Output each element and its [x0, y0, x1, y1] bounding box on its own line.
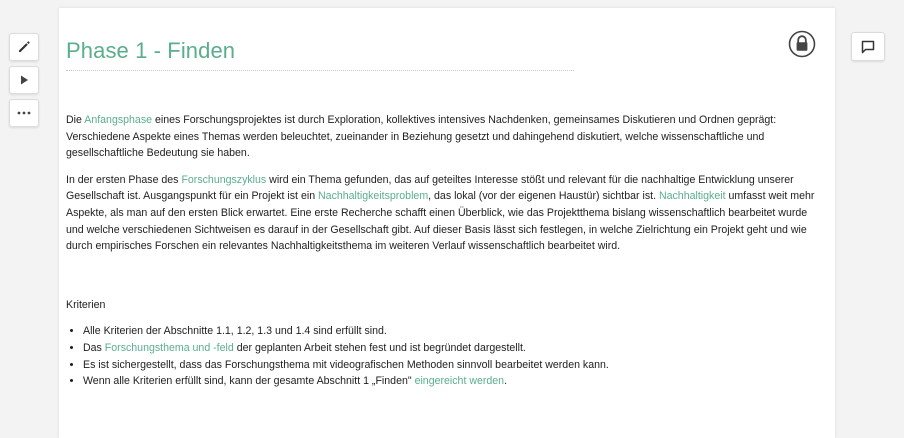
more-horizontal-icon: [17, 111, 31, 115]
page-content: [59, 8, 835, 438]
link-nachhaltigkeit[interactable]: Nachhaltigkeit: [658, 190, 726, 203]
text: Es ist sichergestellt, dass das Forschungsthema mit videografischen Methoden sinnvoll bearbeitet werden kann.: [83, 358, 609, 371]
list-item: [83, 340, 824, 357]
paragraph-intro: [66, 112, 824, 162]
text: wird ein Thema gefunden, das auf geteiltes Interesse stößt und relevant für die nachhaltige Entwicklung unserer Gesellschaft ist. Ausgangspunkt für ein Projekt ist ein: [66, 173, 794, 203]
paragraph-phase-one: [66, 172, 824, 255]
link-eingereicht-werden[interactable]: eingereicht werden: [414, 375, 505, 388]
link-forschungszyklus[interactable]: Forschungszyklus: [181, 173, 267, 186]
left-toolbar: [9, 33, 41, 132]
text: .: [504, 375, 508, 388]
text: , das lokal (vor der eigenen Haustür) sichtbar ist.: [428, 190, 659, 203]
list-item: [83, 323, 824, 340]
lock-icon: [787, 29, 817, 59]
link-nachhaltigkeitsproblem[interactable]: Nachhaltigkeitsproblem: [318, 190, 429, 203]
play-icon: [18, 74, 30, 86]
criteria-list: [66, 323, 824, 389]
text: In der ersten Phase des: [66, 173, 182, 186]
page-title: Phase 1 - Finden: [66, 38, 236, 63]
text: der geplanten Arbeit stehen fest und ist begründet dargestellt.: [233, 341, 526, 354]
text: eines Forschungsprojektes ist durch Exploration, kollektives intensives Nachdenken, gemeinsames Diskutieren und Ordnen geprägt: Verschiedene Aspekte eines Themas werden beleuchtet, zueinander in Beziehung gesetzt und dahingehend diskutiert, welche wissenschaftliche und gesellschaftliche Bedeutung sie haben.: [66, 114, 777, 160]
text: umfasst weit mehr Aspekte, als man auf den ersten Blick erwartet. Eine erste Recherche schafft einen Überblick, wie das Projektthema bislang wissenschaftlich bearbeitet wurde und welche verschiedenen Sichtweisen es darauf in der Gesellschaft gibt. Auf dieser Basis lässt sich festlegen, in welche Zielrichtung ein Projekt geht und wie durch empirisches Forschen ein relevantes Nachhaltigkeitsthema im weiteren Verlauf wissenschaftlich bearbeitet wird.: [66, 190, 815, 253]
comment-icon: [860, 39, 876, 55]
pencil-icon: [17, 40, 31, 54]
comment-button[interactable]: [851, 32, 885, 61]
edit-button[interactable]: [9, 33, 39, 61]
link-forschungsthema[interactable]: Forschungsthema und -feld: [104, 341, 234, 354]
title-divider: [66, 70, 574, 71]
text: Das: [83, 341, 105, 354]
criteria-heading: Kriterien: [66, 298, 106, 311]
text: Die: [66, 114, 85, 126]
link-anfangsphase[interactable]: Anfangsphase: [84, 114, 153, 126]
list-item: [83, 373, 824, 390]
text: Alle Kriterien der Abschnitte 1.1, 1.2, 1.3 und 1.4 sind erfüllt sind.: [83, 325, 387, 338]
spacer: [66, 265, 824, 297]
text: Wenn alle Kriterien erfüllt sind, kann der gesamte Abschnitt 1 „Finden": [83, 375, 415, 388]
content-body: [66, 112, 824, 390]
lock-button[interactable]: [787, 29, 817, 59]
more-button[interactable]: [9, 99, 39, 127]
present-button[interactable]: [9, 66, 39, 94]
list-item: [83, 357, 824, 374]
